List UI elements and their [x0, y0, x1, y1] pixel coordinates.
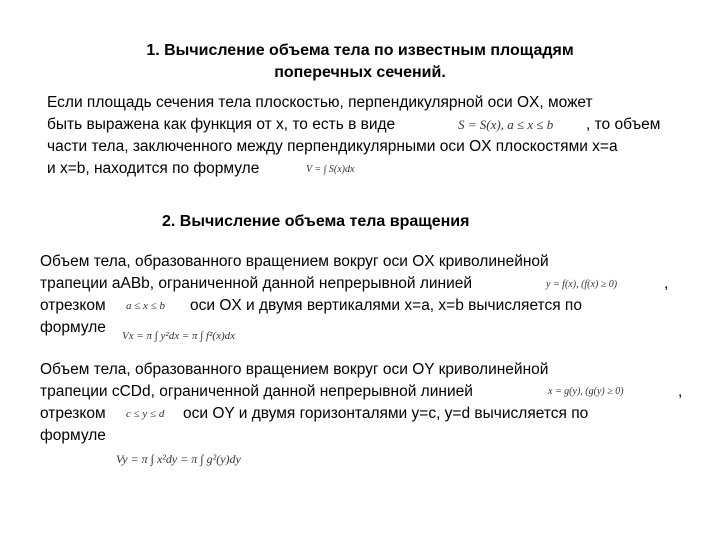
section2-pa-line1: Объем тела, образованного вращением вокруг оси OX криволинейной	[40, 253, 549, 270]
section2-pb-line2a: трапеции cCDd, ограниченной данной непрерывной линией	[40, 383, 473, 400]
section1-text-line2b: , то объем	[586, 116, 661, 133]
section1-text-line4: и x=b, находится по формуле	[47, 160, 260, 177]
section2-pb-line4: формуле	[40, 427, 106, 444]
section2-pb-line3a: отрезком	[40, 405, 106, 422]
section2-pa-line4: формуле	[40, 319, 106, 336]
section2-pb-line1: Объем тела, образованного вращением вокруг оси OY криволинейной	[40, 361, 549, 378]
formula-segment-x: a ≤ x ≤ b	[126, 300, 165, 312]
section2-title: 2. Вычисление объема тела вращения	[162, 213, 470, 230]
section2-pa-line3b: оси OX и двумя вертикалями x=a, x=b вычисляется по	[190, 297, 582, 314]
formula-curve-x: y = f(x), (f(x) ≥ 0)	[546, 279, 618, 290]
formula-volume-y: Vy = π ∫ x²dy = π ∫ g²(y)dy	[116, 452, 241, 466]
section1-text-line3: части тела, заключенного между перпендикулярными оси OX плоскостями x=a	[47, 138, 618, 155]
section2-pa-line2a: трапеции aABb, ограниченной данной непрерывной линией	[40, 275, 473, 292]
section2-pb-line3b: оси OY и двумя горизонталями y=c, y=d вычисляется по	[183, 405, 589, 422]
section1-title-line1: 1. Вычисление объема тела по известным площадям	[146, 42, 574, 59]
section2-pa-line3a: отрезком	[40, 297, 106, 314]
section1-text-line2a: быть выражена как функция от x, то есть в виде	[47, 116, 396, 133]
section1-text-line1: Если площадь сечения тела плоскостью, перпендикулярной оси OX, может	[47, 94, 593, 111]
section2-pb-line2b: ,	[678, 383, 683, 400]
formula-curve-y: x = g(y), (g(y) ≥ 0)	[548, 386, 624, 397]
section2-pa-line2b: ,	[664, 275, 669, 292]
formula-area-function: S = S(x), a ≤ x ≤ b	[458, 117, 554, 132]
section1-title-line2: поперечных сечений.	[274, 64, 446, 81]
formula-volume-area: V = ∫ S(x)dx	[306, 164, 355, 175]
formula-segment-y: c ≤ y ≤ d	[126, 408, 165, 420]
formula-volume-x: Vx = π ∫ y²dx = π ∫ f²(x)dx	[122, 330, 236, 342]
